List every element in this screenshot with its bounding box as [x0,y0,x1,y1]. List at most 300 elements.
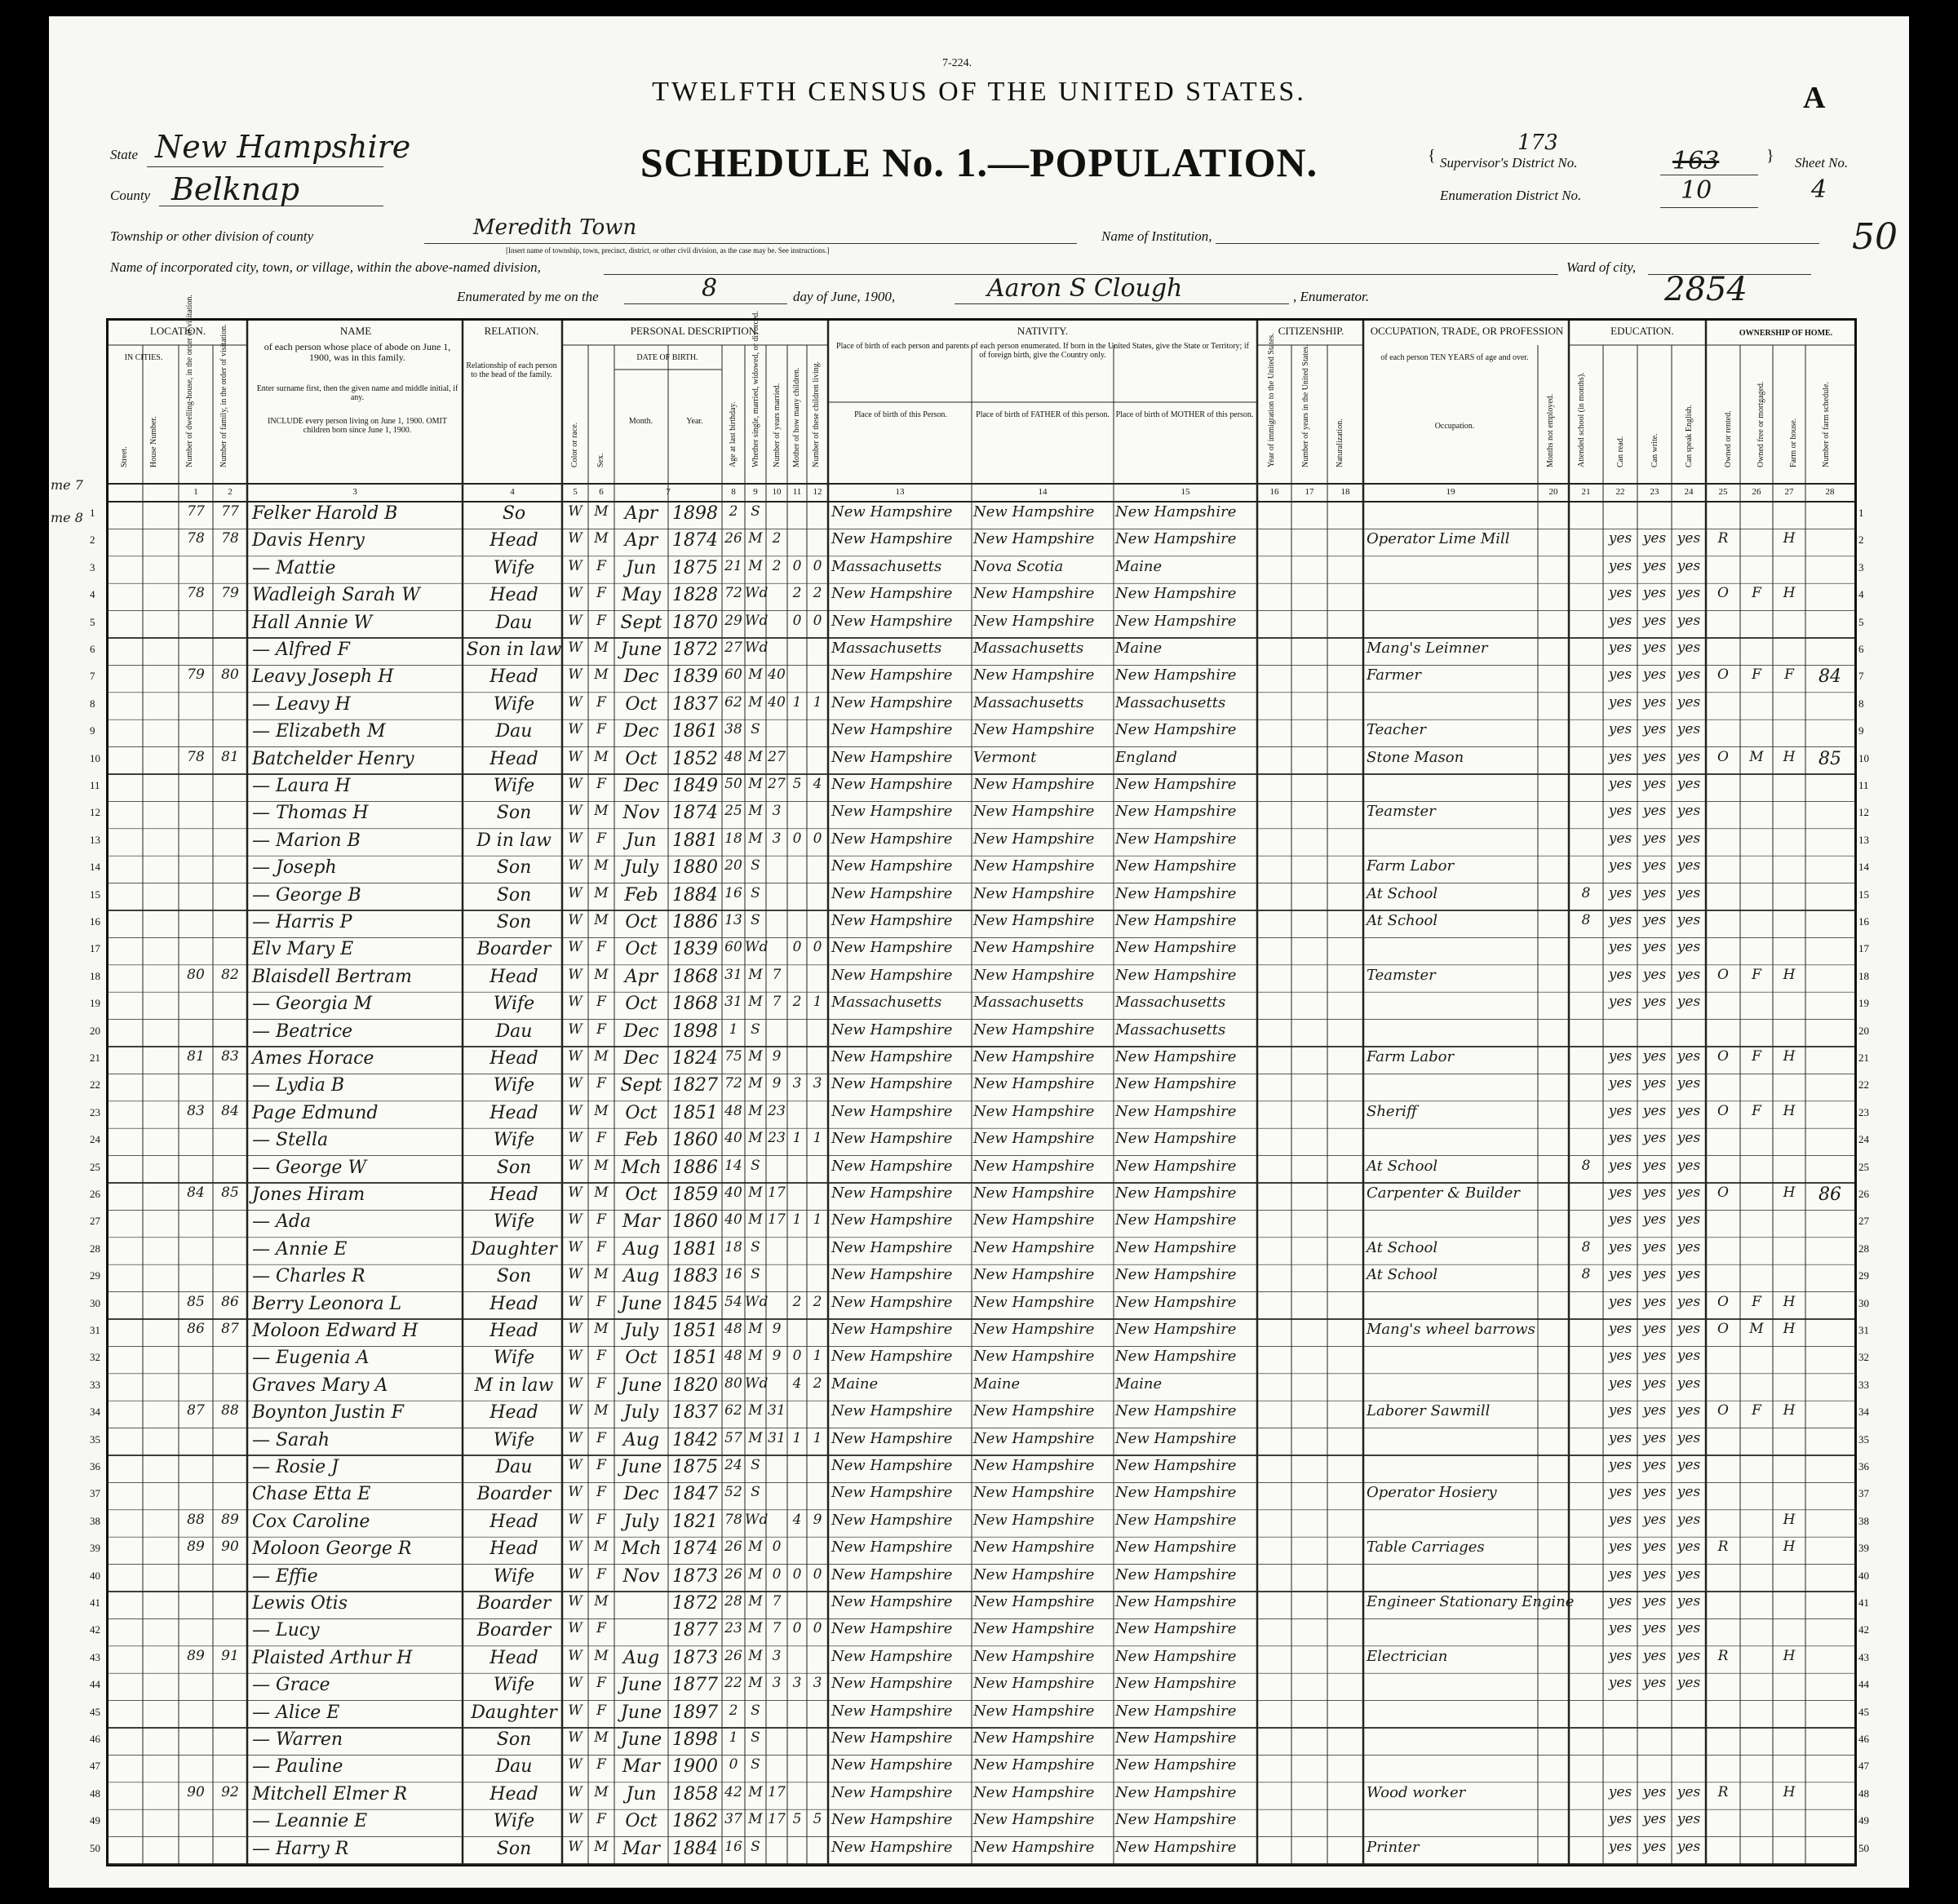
can-speak: yes [1677,939,1701,956]
marital-status: M [748,1539,763,1556]
birth-year: 1875 [672,557,718,578]
header-location: LOCATION. [149,325,206,337]
color: W [568,1729,583,1746]
can-read: yes [1608,612,1632,629]
birth-year: 1883 [672,1266,718,1287]
row-number-left: 48 [90,1787,100,1800]
sex: F [596,776,606,792]
farm-house: H [1783,1539,1796,1556]
state-line [147,166,383,167]
header-age: Age at last birthday. [729,401,738,467]
relation: Boarder [476,1593,552,1614]
birthplace-father: New Hampshire [973,1511,1095,1529]
marital-status: S [751,1756,760,1773]
can-speak: yes [1677,1075,1701,1092]
row-number-right: 30 [1858,1296,1869,1309]
marital-status: M [748,1321,763,1337]
can-speak: yes [1677,1048,1701,1065]
column-number: 13 [895,487,905,497]
mother-of: 0 [792,830,802,847]
row-number-left: 31 [90,1324,100,1336]
birthplace-mother: New Hampshire [1115,503,1237,520]
farm-house: H [1783,1647,1796,1664]
column-number: 5 [573,487,578,497]
header-occupation-col: Occupation. [1434,422,1475,431]
row-number-left: 11 [90,779,100,791]
family-number: 84 [221,1102,239,1119]
header-personal: PERSONAL DESCRIPTION. [630,325,760,337]
birthplace-mother: New Hampshire [1115,1157,1237,1175]
row-number-right: 40 [1858,1569,1869,1582]
row-number-right: 34 [1858,1406,1869,1419]
years-married: 7 [772,966,782,983]
row-number-left: 37 [90,1487,100,1500]
birthplace-father: New Hampshire [973,1539,1095,1556]
birthplace-father: New Hampshire [973,1484,1095,1502]
color: W [568,1457,583,1473]
birthplace-father: New Hampshire [973,1130,1095,1148]
birthplace-mother: New Hampshire [1115,530,1237,548]
enum-district-label: Enumeration District No. [1440,188,1582,203]
birthplace-mother: New Hampshire [1115,1783,1237,1801]
can-speak: yes [1677,557,1701,574]
birthplace-mother: New Hampshire [1115,1457,1237,1474]
can-read: yes [1608,666,1632,684]
can-write: yes [1642,666,1667,684]
row-number-left: 19 [90,997,100,1010]
row-number-left: 28 [90,1242,100,1255]
header-immigration: Year of immigration to the United States. [1267,333,1276,467]
relation: Son [496,1266,532,1287]
relation: Son [496,1729,532,1750]
header-farm: Farm or house. [1789,418,1798,467]
color: W [568,776,583,792]
dwelling-number: 89 [187,1647,205,1664]
row-number-right: 17 [1858,942,1869,955]
marital-status: M [748,1075,763,1092]
can-speak: yes [1677,666,1701,684]
birth-year: 1851 [672,1102,718,1123]
age: 72 [724,1075,742,1092]
person-name: Elv Mary E [252,939,354,960]
column-number: 8 [731,487,736,497]
row-number-left: 47 [90,1760,100,1773]
color: W [568,1511,583,1528]
birthplace-person: New Hampshire [831,1647,953,1665]
birth-month: Oct [625,1102,658,1123]
family-number: 88 [221,1402,239,1419]
mother-of: 2 [792,585,802,602]
family-number: 91 [221,1647,239,1664]
owned-rented: O [1717,748,1729,765]
sex: M [594,1266,609,1283]
birthplace-person: New Hampshire [831,1811,953,1829]
birth-month: Mar [622,1211,661,1233]
row-number-left: 18 [90,969,100,982]
header-family: Number of family, in the order of visitation. [219,324,228,467]
enumerator-line [955,303,1289,304]
can-speak: yes [1677,1620,1701,1637]
row-number-right: 47 [1858,1760,1869,1773]
sex: M [594,1647,609,1664]
can-read: yes [1608,994,1632,1011]
occupation: Mang's wheel barrows [1367,1321,1535,1338]
can-read: yes [1608,640,1632,656]
birthplace-mother: New Hampshire [1115,1593,1237,1610]
years-married: 40 [768,666,786,684]
column-number: 6 [599,487,604,497]
enumerator-label: , Enumerator. [1293,289,1370,304]
age: 40 [724,1184,742,1201]
person-name: Batchelder Henry [252,748,414,769]
age: 80 [724,1375,742,1392]
sex: M [594,912,609,928]
birth-year: 1868 [672,994,718,1015]
sex: F [596,1021,606,1038]
marital-status: M [748,803,763,820]
birthplace-mother: New Hampshire [1115,1130,1237,1148]
birth-year: 1821 [672,1511,718,1532]
birthplace-father: New Hampshire [973,1838,1095,1856]
birth-month: Dec [623,1484,659,1505]
dwelling-number: 78 [187,530,205,547]
can-speak: yes [1677,884,1701,901]
relation: Wife [493,1429,535,1450]
free-mortgaged: F [1752,1293,1761,1310]
farm-house: H [1783,748,1796,765]
years-married: 23 [768,1130,786,1147]
row-number-left: 41 [90,1596,100,1609]
birthplace-person: New Hampshire [831,1021,953,1038]
marital-status: M [748,1783,763,1800]
mother-of: 1 [792,1130,802,1147]
relation: Son [496,803,532,824]
can-write: yes [1642,557,1667,574]
person-name: Ames Horace [252,1048,374,1069]
age: 13 [724,912,742,928]
birth-year: 1880 [672,857,718,879]
age: 37 [724,1811,742,1828]
relation: Boarder [476,1620,552,1641]
margin-number: 50 [1852,216,1898,258]
row-number-right: 10 [1858,751,1869,764]
farm-house: H [1783,1321,1796,1337]
can-write: yes [1642,1375,1667,1392]
can-read: yes [1608,1048,1632,1065]
can-speak: yes [1677,1266,1701,1283]
row-number-left: 26 [90,1188,100,1200]
relation: Head [490,1102,538,1123]
years-married: 0 [772,1539,782,1556]
birthplace-person: New Hampshire [831,1729,953,1747]
can-write: yes [1642,640,1667,656]
row-number-left: 20 [90,1024,100,1037]
census-sheet [49,16,1909,1888]
can-read: yes [1608,1211,1632,1229]
relation: Head [490,1048,538,1069]
color: W [568,1539,583,1556]
color: W [568,1211,583,1229]
birthplace-mother: New Hampshire [1115,1211,1237,1229]
color: W [568,939,583,956]
birthplace-father: New Hampshire [973,1321,1095,1338]
sex: F [596,1429,606,1446]
birthplace-mother: New Hampshire [1115,803,1237,821]
children-living: 0 [813,1565,822,1583]
can-write: yes [1642,1539,1667,1556]
can-write: yes [1642,530,1667,547]
birth-year: 1861 [672,721,718,742]
free-mortgaged: F [1752,1102,1761,1119]
row-number-right: 36 [1858,1460,1869,1472]
birth-year: 1859 [672,1184,718,1205]
occupation: Farm Labor [1367,857,1455,875]
can-speak: yes [1677,1484,1701,1501]
occupation: Table Carriages [1367,1539,1485,1556]
years-married: 7 [772,994,782,1011]
sex: M [594,1157,609,1174]
row-number-right: 45 [1858,1705,1869,1718]
county-value: Belknap [171,171,300,207]
person-name: — Laura H [252,776,351,796]
person-name: — Rosie J [252,1457,339,1477]
occupation: Electrician [1367,1647,1448,1665]
birth-month: Apr [624,966,658,987]
can-read: yes [1608,693,1632,711]
color: W [568,1184,583,1201]
years-married: 2 [772,557,782,574]
row-number-left: 4 [90,588,95,601]
township-label: Township or other division of county [110,228,314,244]
occupation: Operator Lime Mill [1367,530,1510,548]
birthplace-father: New Hampshire [973,1756,1095,1774]
age: 23 [724,1620,742,1637]
birth-month: Feb [624,884,658,906]
birthplace-mother: New Hampshire [1115,585,1237,603]
marital-status: S [751,1021,760,1038]
family-number: 85 [221,1184,239,1201]
children-living: 3 [813,1075,822,1092]
header-street: Street. [120,446,129,467]
dwelling-number: 87 [187,1402,205,1419]
color: W [568,857,583,875]
relation: Wife [493,557,535,578]
column-number: 16 [1269,487,1279,497]
birthplace-mother: Maine [1115,1375,1163,1393]
relation: Dau [495,721,533,742]
birthplace-person: New Hampshire [831,939,953,957]
birthplace-person: New Hampshire [831,857,953,875]
can-speak: yes [1677,1783,1701,1800]
color: W [568,530,583,547]
can-write: yes [1642,1457,1667,1473]
birthplace-person: New Hampshire [831,1211,953,1229]
age: 31 [724,966,742,983]
sex: F [596,557,606,574]
sex: F [596,1130,606,1147]
can-speak: yes [1677,1211,1701,1229]
person-name: — Sarah [252,1429,330,1450]
birth-month: July [623,1511,659,1532]
children-living: 5 [813,1811,822,1828]
relation: Daughter [471,1702,557,1723]
birthplace-person: Massachusetts [831,557,942,575]
birthplace-person: New Hampshire [831,1756,953,1774]
can-speak: yes [1677,640,1701,656]
color: W [568,1484,583,1501]
person-name: — Grace [252,1675,330,1696]
header-free: Owned free or mortgaged. [1756,381,1765,467]
row-number-right: 38 [1858,1514,1869,1527]
birth-year: 1851 [672,1348,718,1369]
birthplace-person: New Hampshire [831,912,953,929]
children-living: 0 [813,830,822,847]
sheet-label: Sheet No. [1795,155,1849,170]
row-number-left: 1 [90,507,95,519]
age: 48 [724,1321,742,1337]
children-living: 4 [813,776,822,792]
birthplace-person: Massachusetts [831,994,942,1012]
header-house: House Number. [149,416,158,467]
birthplace-father: New Hampshire [973,1593,1095,1610]
relation: Son in law [466,640,562,660]
can-write: yes [1642,1811,1667,1828]
row-number-right: 13 [1858,833,1869,846]
dwelling-number: 78 [187,748,205,765]
birthplace-person: New Hampshire [831,612,953,630]
birthplace-father: New Hampshire [973,1184,1095,1202]
sex: M [594,1838,609,1855]
header-month: Month. [628,417,653,426]
children-living: 1 [813,994,822,1011]
age: 16 [724,1266,742,1283]
relation: Son [496,857,532,879]
color: W [568,1157,583,1174]
age: 22 [724,1675,742,1692]
sex: M [594,803,609,820]
birthplace-person: New Hampshire [831,1348,953,1366]
birthplace-mother: Massachusetts [1115,693,1226,711]
birth-month: Oct [625,939,658,960]
row-number-left: 50 [90,1841,100,1854]
owned-rented: O [1717,1321,1729,1337]
mother-of: 0 [792,557,802,574]
row-number-right: 12 [1858,806,1869,819]
relation: Head [490,1293,538,1314]
sex: F [596,1075,606,1092]
sex: M [594,1402,609,1419]
header-name-sub: of each person whose place of abode on June 1, 1900, was in this family. [264,341,451,364]
header-birth-mother: Place of birth of MOTHER of this person. [1115,410,1254,419]
occupation: Teacher [1367,721,1426,739]
children-living: 1 [813,1348,822,1365]
header-birth-person: Place of birth of this Person. [854,410,947,419]
column-number: 17 [1305,487,1314,497]
marital-status: M [748,1593,763,1610]
birth-year: 1824 [672,1048,718,1069]
row-number-left: 5 [90,615,95,628]
person-name: Cox Caroline [252,1511,370,1532]
birth-month: Aug [622,1647,660,1668]
birthplace-father: New Hampshire [973,1075,1095,1093]
birth-month: Jun [626,557,657,578]
birth-year: 1874 [672,1539,718,1560]
row-number-right: 32 [1858,1351,1869,1364]
birthplace-person: New Hampshire [831,1130,953,1148]
sex: M [594,1102,609,1119]
column-number: 1 [193,487,198,497]
can-read: yes [1608,1647,1632,1664]
occupation: At School [1367,1157,1438,1175]
marital-status: M [748,1130,763,1147]
family-number: 78 [221,530,239,547]
row-number-left: 14 [90,861,100,874]
can-write: yes [1642,1783,1667,1800]
color: W [568,1620,583,1637]
birth-month: Apr [624,503,658,524]
person-name: — Charles R [252,1266,365,1287]
relation: Head [490,585,538,606]
family-number: 77 [221,503,239,520]
header-can-speak: Can speak English. [1685,405,1694,467]
color: W [568,803,583,820]
person-name: Moloon Edward H [252,1321,419,1341]
column-number: 23 [1650,487,1659,497]
relation: Wife [493,1211,535,1233]
birth-month: June [620,1457,662,1477]
sex: M [594,640,609,656]
birthplace-father: New Hampshire [973,530,1095,548]
relation: Wife [493,776,535,796]
can-read: yes [1608,1811,1632,1828]
age: 40 [724,1130,742,1147]
birthplace-mother: New Hampshire [1115,1620,1237,1638]
left-note-2: me 8 [51,510,83,525]
birth-year: 1847 [672,1484,718,1505]
sex: F [596,994,606,1011]
years-married: 40 [768,693,786,711]
person-name: — Warren [252,1729,343,1750]
person-name: — Eugenia A [252,1348,370,1369]
row-number-right: 42 [1858,1623,1869,1636]
marital-status: M [748,1811,763,1828]
column-number: 11 [792,487,802,497]
sex: F [596,1756,606,1773]
sex: F [596,830,606,847]
farm-house: H [1783,1511,1796,1528]
occupation: Laborer Sawmill [1367,1402,1491,1420]
row-number-right: 29 [1858,1269,1869,1282]
birth-year: 1870 [672,612,718,633]
column-number: 14 [1038,487,1048,497]
age: 2 [729,503,738,520]
age: 1 [729,1021,738,1038]
sex: M [594,884,609,901]
can-speak: yes [1677,857,1701,875]
marital-status: S [751,1157,760,1174]
years-married: 17 [768,1783,786,1800]
can-read: yes [1608,884,1632,901]
row-number-right: 50 [1858,1841,1869,1854]
color: W [568,585,583,602]
birthplace-mother: New Hampshire [1115,966,1237,984]
age: 75 [724,1048,742,1065]
birthplace-mother: New Hampshire [1115,1402,1237,1420]
can-speak: yes [1677,1348,1701,1365]
age: 2 [729,1702,738,1719]
owned-rented: R [1717,1783,1729,1800]
age: 1 [729,1729,738,1746]
